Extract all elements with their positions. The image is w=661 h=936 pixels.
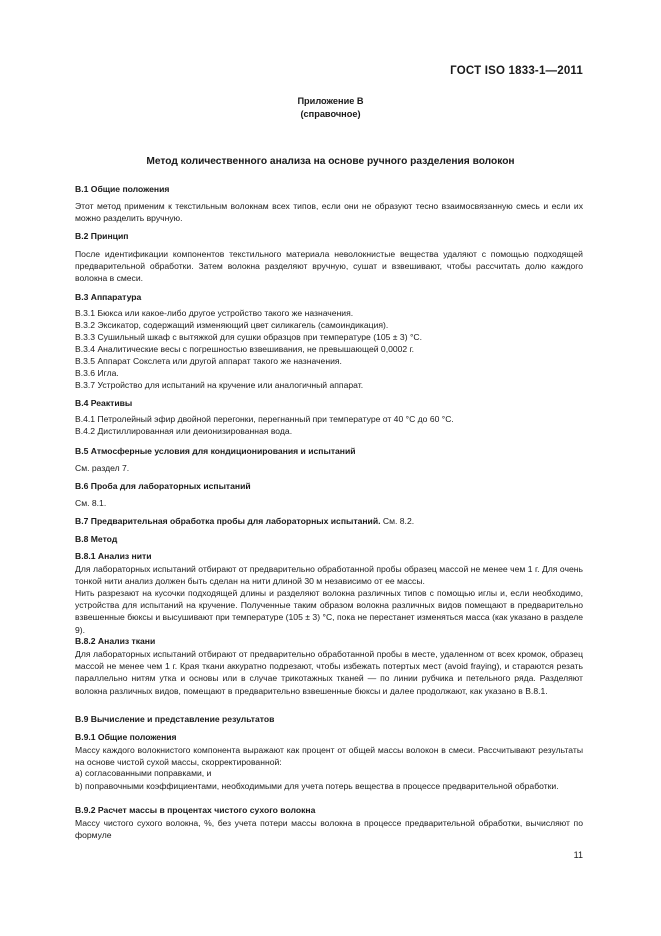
list-item-b3-2: В.3.2 Эксикатор, содержащий изменяющий цвет силикагель (самоиндикация). xyxy=(75,320,389,330)
section-b7-heading: В.7 Предварительная обработка пробы для лабораторных испытаний. xyxy=(75,516,381,526)
section-b82-p1: Для лабораторных испытаний отбирают от предварительно обработанной пробы в месте, удаленном от всех кромок, образец массой не менее чем 1 г. Края ткани аккуратно подрезают, чтобы избежать потертых мест (avoid fraying), и стараются резать параллельно нитям утка и основы или в случае трикотажных тканей — по линии рубчика и петельного ряда. Разделяют волокна различных видов, помещают в предварительно взвешенные бюксы и далее продолжают, как указано в В.8.1. xyxy=(75,649,583,696)
section-b3-heading: В.3 Аппаратура xyxy=(75,292,142,302)
section-b1-text-body: Этот метод применим к текстильным волокнам всех типов, если они не образуют тесно взаимосвязанную смесь и если их можно разделить вручную. xyxy=(75,201,583,224)
section-b7-text: См. 8.2. xyxy=(382,516,415,526)
section-b81-p2: Нить разрезают на кусочки подходящей длины и разделяют волокна различных типов с помощью иглы и, если необходимо, устройства для испытаний на кручение. Полученные таким образом волокна различных видов помещают в предварительно взвешенные бюксы и высушивают при температуре (105 ± 3) °С, пока не перестанет изменяться масса (как указано в разделе 9). xyxy=(75,588,583,635)
section-b81-p1: Для лабораторных испытаний отбирают от предварительно обработанной пробы образец массой не менее чем 1 г. Для очень тонкой нити анализ должен быть сделан на нити длиной 30 м независимо от ее массы. xyxy=(75,564,583,587)
section-b4-heading: В.4 Реактивы xyxy=(75,398,133,408)
section-b91-heading: В.9.1 Общие положения xyxy=(75,732,177,742)
section-b2-text: После идентификации компонентов текстильного материала неволокнистые вещества удаляют с помощью подходящей предварительной обработки. Затем волокна разделяют вручную, сушат и взвешивают, чтобы рассчитать долю каждого волокна в смеси. xyxy=(75,249,583,284)
list-item-b3-5: В.3.5 Аппарат Сокслета или другой аппарат такого же назначения. xyxy=(75,356,342,366)
section-b6-heading: В.6 Проба для лабораторных испытаний xyxy=(75,481,251,491)
list-item-b91-a: а) согласованными поправками, и xyxy=(75,768,212,778)
list-item-b3-1: В.3.1 Бюкса или какое-либо другое устройство такого же назначения. xyxy=(75,308,354,318)
section-b91-p1: Массу каждого волокнистого компонента выражают как процент от общей массы волокон в смеси. Рассчитывают результаты на основе чистой сухой массы, скорректированной: xyxy=(75,745,583,768)
section-b5-heading: В.5 Атмосферные условия для кондиционирования и испытаний xyxy=(75,446,356,456)
section-b9-heading: В.9 Вычисление и представление результатов xyxy=(75,714,275,724)
appendix-note: (справочное) xyxy=(300,109,361,119)
section-b1-heading: В.1 Общие положения xyxy=(75,184,170,194)
list-item-b3-4: В.3.4 Аналитические весы с погрешностью взвешивания, не превышающей 0,0002 г. xyxy=(75,344,415,354)
section-b5-text: См. раздел 7. xyxy=(75,463,130,473)
section-b7 xyxy=(75,516,414,526)
section-b82-heading: В.8.2 Анализ ткани xyxy=(75,636,156,646)
list-item-b4-1: В.4.1 Петролейный эфир двойной перегонки, перегнанный при температуре от 40 °С до 60 °С. xyxy=(75,414,454,424)
list-item-b3-3: В.3.3 Сушильный шкаф с вытяжкой для сушки образцов при температуре (105 ± 3) °С. xyxy=(75,332,422,342)
list-item-b3-7: В.3.7 Устройство для испытаний на кручение или аналогичный аппарат. xyxy=(75,380,364,390)
list-item-b4-2: В.4.2 Дистиллированная или деионизированная вода. xyxy=(75,426,293,436)
page-number: 11 xyxy=(573,850,583,860)
list-item-b91-b: b) поправочными коэффициентами, необходимыми для учета потерь вещества в процессе предварительной обработки. xyxy=(75,781,559,791)
section-b1-text xyxy=(75,200,583,224)
section-b8-heading: В.8 Метод xyxy=(75,534,118,544)
section-b6-text: См. 8.1. xyxy=(75,498,107,508)
standard-number: ГОСТ ISO 1833-1—2011 xyxy=(450,65,583,77)
document-title: Метод количественного анализа на основе ручного разделения волокон xyxy=(146,156,515,167)
section-b2-heading: В.2 Принцип xyxy=(75,231,129,241)
section-b81-heading: В.8.1 Анализ нити xyxy=(75,551,152,561)
section-b92-heading: В.9.2 Расчет массы в процентах чистого сухого волокна xyxy=(75,805,316,815)
section-b92-p1: Массу чистого сухого волокна, %, без учета потери массы волокна в процессе предварительной обработки, вычисляют по формуле xyxy=(75,818,583,841)
list-item-b3-6: В.3.6 Игла. xyxy=(75,368,119,378)
appendix-title: Приложение В xyxy=(297,96,364,106)
